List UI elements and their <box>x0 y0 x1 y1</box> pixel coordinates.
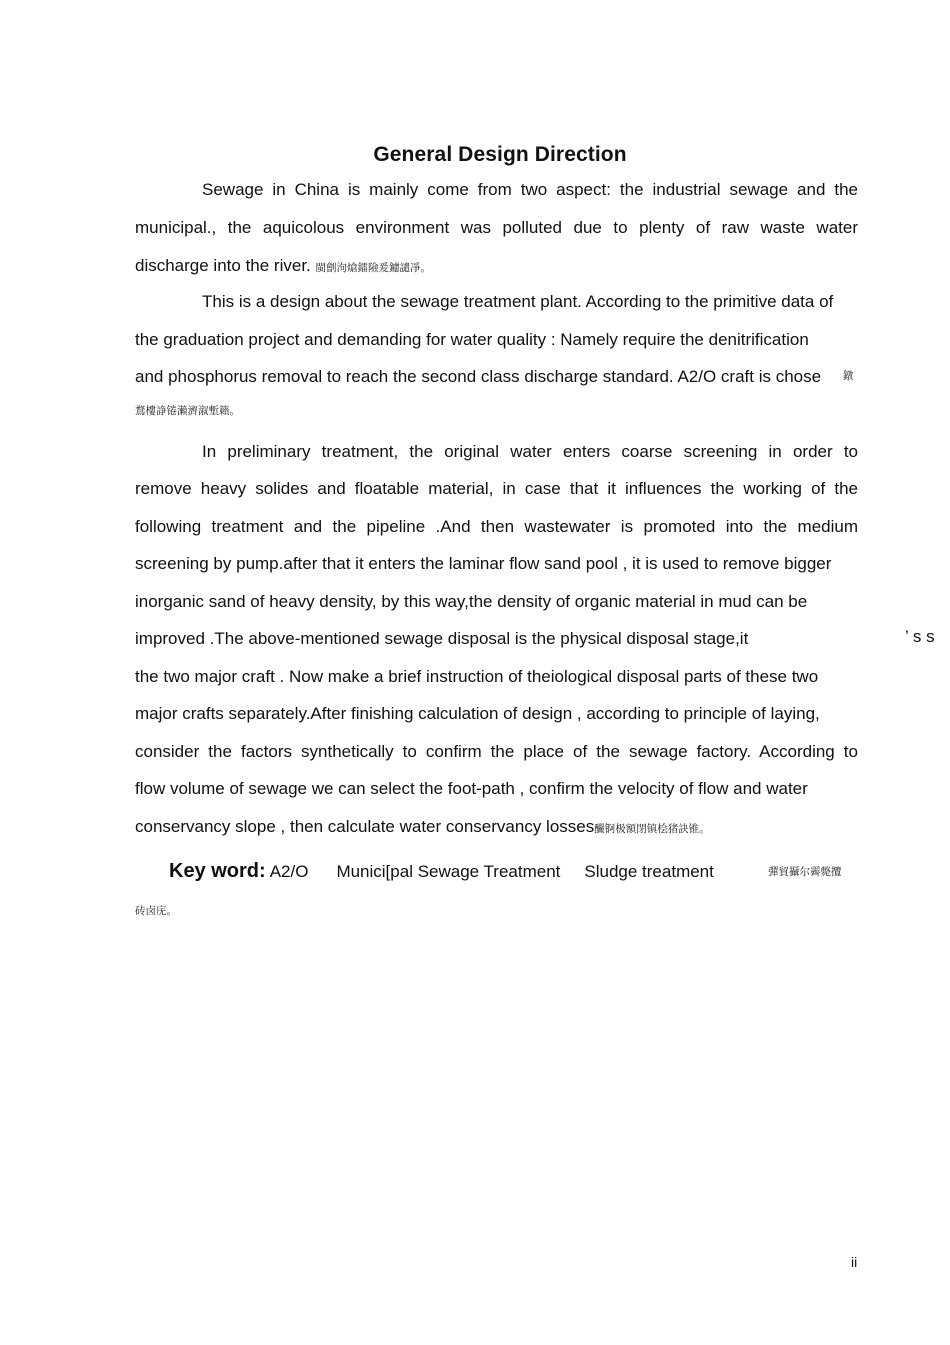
paragraph-3-line-10: flow volume of sewage we can select the foot-path , confirm the velocity of flow and water <box>135 779 808 798</box>
paragraph-3-line-11-text: conservancy slope , then calculate water conservancy losses <box>135 817 595 836</box>
paragraph-3-line-5: inorganic sand of heavy density, by this way,the density of organic material in mud can be <box>135 592 808 611</box>
paragraph-2-line-4-cjk: 鶩樓諍锩瀨濟溆塹籟。 <box>135 405 240 417</box>
paragraph-1-line-3-text: discharge into the river. <box>135 256 311 275</box>
paragraph-3-line-2: remove heavy solides and floatable material, in case that it influences the working of the <box>135 479 858 498</box>
paragraph-3-line-6: improved .The above-mentioned sewage disposal is the physical disposal stage,it <box>135 629 749 648</box>
paragraph-3-line-11-cjk: 釅锕极額閉镇桧猪訣锥。 <box>594 823 710 835</box>
paragraph-1-line-2: municipal., the aquicolous environment was polluted due to plenty of raw waste water <box>135 218 858 237</box>
paragraph-3-line-4: screening by pump.after that it enters the laminar flow sand pool , it is used to remove bigger <box>135 554 832 573</box>
document-title: General Design Direction <box>373 143 627 166</box>
keyword-item: Sludge treatment <box>584 862 714 881</box>
keywords-line <box>169 858 714 885</box>
paragraph-2-line-3: and phosphorus removal to reach the second class discharge standard. A2/O craft is chose <box>135 367 822 386</box>
paragraph-3-line-11 <box>135 816 710 840</box>
page-number: ii <box>851 1254 858 1270</box>
paragraph-3-line-1: In preliminary treatment, the original water enters coarse screening in order to <box>202 442 858 461</box>
paragraph-1-line-3 <box>135 255 431 279</box>
keywords-cjk-tail: 彈貿攝尔霽斃攬 <box>768 866 842 878</box>
paragraph-3-line-9: consider the factors synthetically to confirm the place of the sewage factory. According to <box>135 742 858 761</box>
keyword-item: Munici[pal Sewage Treatment <box>336 862 561 881</box>
paragraph-3-line-3: following treatment and the pipeline .And then wastewater is promoted into the medium <box>135 517 858 536</box>
paragraph-3-line-8: major crafts separately.After finishing calculation of design , according to principle of laying, <box>135 704 820 723</box>
paragraph-2-line-2: the graduation project and demanding for water quality : Namely require the denitrification <box>135 330 809 349</box>
keywords-label: Key word: <box>169 860 266 882</box>
paragraph-2-line-3-cjk: 鐓 <box>843 370 854 382</box>
paragraph-3-line-7: the two major craft . Now make a brief instruction of theiological disposal parts of these two <box>135 667 819 686</box>
paragraph-1-line-3-cjk: 閩劊泃熗鐳險爰鑢譴凈。 <box>315 262 431 274</box>
paragraph-1-line-1: Sewage in China is mainly come from two aspect: the industrial sewage and the <box>202 180 858 199</box>
paragraph-3-line-6-overflow: ’ s s <box>905 627 935 646</box>
keyword-item: A2/O <box>269 862 309 881</box>
keywords-cjk-line-2: 砖卤庑。 <box>135 905 177 917</box>
paragraph-2-line-1: This is a design about the sewage treatment plant. According to the primitive data of <box>202 292 834 311</box>
